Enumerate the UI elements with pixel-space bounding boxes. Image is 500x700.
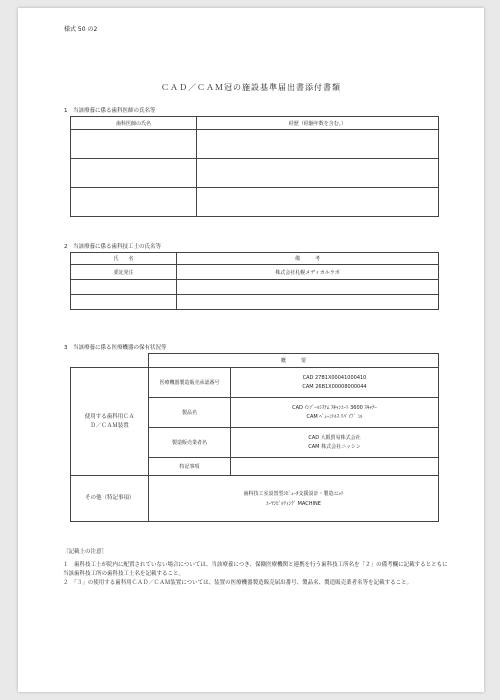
product-cam: CAM ﾍﾞｭｰﾝﾄﾙｽ ﾘﾊﾞｲﾌﾞ ﾐﾙ	[306, 413, 363, 420]
notes-heading: ［記載上の注意］	[63, 549, 108, 555]
col-note: 備 考	[177, 253, 439, 265]
table-row	[71, 130, 439, 159]
technician-name: 委託発注	[71, 265, 177, 280]
document-page	[18, 8, 484, 692]
dentist-table	[70, 116, 439, 217]
other-line2: ｴｰﾔﾝﾋﾞﾙﾃｨﾝｸﾞ MACHINE	[266, 500, 321, 507]
col-overview: 概 要	[149, 354, 439, 368]
note-item-2: ２ 「３」の使用する歯科用ＣＡＤ／ＣＡＭ装置については、装置の医療機器製造販売届出番号、製品名、製造販売業者名等を記載すること。	[63, 580, 413, 586]
section3-heading: 3 当該療養に係る医療機器の保有状況等	[64, 345, 167, 351]
maker-label: 製造販売業者名	[149, 428, 231, 458]
other-line1: 歯科技工室設置型ｼﾋﾞｭｰﾀ支援設計・製造ﾕﾆｯﾄ	[243, 490, 344, 497]
maker-cam: CAM 株式会社ニッシン	[308, 443, 361, 450]
maker-cad: CAD 大阪貿易株式会社	[308, 434, 361, 441]
table-row	[71, 188, 439, 217]
table-row	[71, 265, 439, 280]
col-dentist-name: 歯科医師の氏名	[71, 117, 197, 130]
device-group-label: 使用する歯科用ＣＡＤ／ＣＡＭ装置	[71, 368, 149, 476]
notes-section	[63, 548, 453, 588]
product-label: 製品名	[149, 398, 231, 428]
table-row	[71, 159, 439, 188]
table-row	[71, 295, 439, 310]
table-row	[71, 476, 439, 522]
table-row	[71, 368, 439, 398]
table-header-row	[71, 354, 439, 368]
equipment-table	[70, 353, 439, 522]
approval-cad: CAD 27B1X00041000410	[302, 374, 367, 381]
form-number: 様式 50 の2	[64, 26, 98, 33]
section2-heading: 2 当該療養に係る歯科技工士の氏名等	[64, 244, 162, 250]
note-item-1: １ 歯科技工士が院内に配置されていない場合については、当該療養につき、保険医療機関と連携を行う歯科技工所名を「２」の備考欄に記載するとともに当該歯科技工所の歯科技工士名を記載すること。	[63, 562, 448, 577]
special-label: 特記事項	[149, 458, 231, 476]
approval-label: 医療機器製造販売承認番号	[149, 368, 231, 398]
product-cad: CAD ｲﾝｿﾞｰﾙｼｽﾃﾑ ｽｷｬﾝﾕｰﾄ 3600 ｽｷｬﾅｰ	[292, 404, 377, 411]
technician-table	[70, 252, 439, 310]
col-technician-name: 氏 名	[71, 253, 177, 265]
col-career: 経歴（経験年数を含む。）	[197, 117, 439, 130]
approval-cam: CAM 26B1X00008000044	[302, 383, 367, 390]
table-header-row	[71, 117, 439, 130]
table-header-row	[71, 253, 439, 265]
table-row	[71, 280, 439, 295]
technician-note: 株式会社札幌メディカルラボ	[177, 265, 439, 280]
other-label: その他（特記事項）	[71, 476, 149, 522]
section1-heading: 1 当該療養に係る歯科医師の氏名等	[64, 108, 156, 114]
document-title: ＣＡＤ／ＣＡＭ冠の施設基準届出書添付書類	[161, 83, 341, 92]
